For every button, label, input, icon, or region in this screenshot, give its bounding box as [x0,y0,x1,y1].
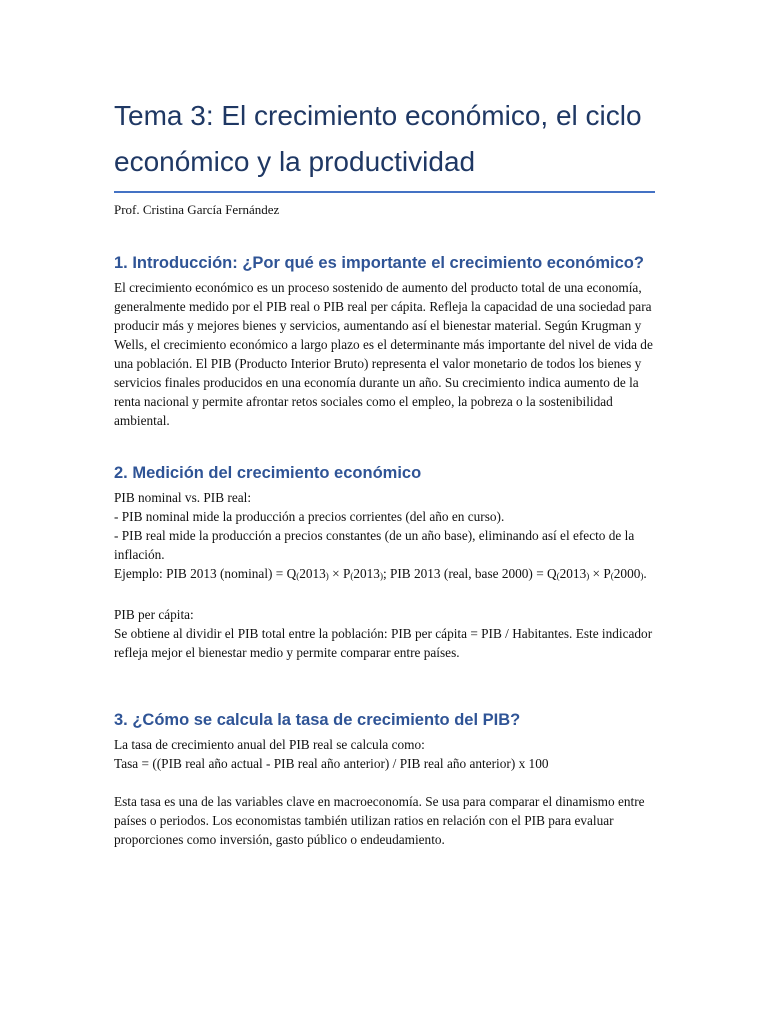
nominal-vs-real-label: PIB nominal vs. PIB real: [114,490,252,505]
document-title: Tema 3: El crecimiento económico, el ciclo económico y la productividad [114,93,655,193]
section-introduction [114,251,655,430]
growth-rate-intro: La tasa de crecimiento anual del PIB real se calcula como: [114,737,425,752]
section-measurement [114,461,655,662]
growth-rate-formula: Tasa = ((PIB real año actual - PIB real año anterior) / PIB real año anterior) x 100 [114,756,549,771]
percapita-text: Se obtiene al dividir el PIB total entre la población: PIB per cápita = PIB / Habitantes. Este indicador refleja mejor el bienestar medio y permite comparar entre países. [114,626,653,660]
section-paragraph: Esta tasa es una de las variables clave en macroeconomía. Se usa para comparar el dinamismo entre países o periodos. Los economistas también utilizan ratios en relación con el PIB para evaluar proporciones como inversión, gasto público o endeudamiento. [114,794,645,847]
real-definition: - PIB real mide la producción a precios constantes (de un año base), eliminando así el efecto de la inflación. [114,528,635,562]
section-growth-rate [114,708,655,849]
percapita-label: PIB per cápita: [114,607,194,622]
section-heading: 2. Medición del crecimiento económico [114,464,422,482]
section-heading: 1. Introducción: ¿Por qué es importante el crecimiento económico? [114,254,644,272]
nominal-definition: - PIB nominal mide la producción a precios corrientes (del año en curso). [114,509,505,524]
example-formula: Ejemplo: PIB 2013 (nominal) = $Q_(2013_) \times P_(2013_)$; PIB 2013 (real, base $2000) = Q_(2013_) \times P_(2000_)$. [114,566,647,581]
section-paragraph: El crecimiento económico es un proceso sostenido de aumento del producto total de una economía, generalmente medido por el PIB real o PIB real per cápita. Refleja la capacidad de una sociedad para producir más y mejores bienes y servicios, aumentando así el bienestar material. Según Krugman y Wells, el crecimiento económico a largo plazo es el determinante más importante del nivel de vida de una población. El PIB (Producto Interior Bruto) representa el valor monetario de todos los bienes y servicios finales producidos en una economía durante un año. Su crecimiento indica aumento de la renta nacional y permite afrontar retos sociales como el empleo, la pobreza o la sostenibilidad ambiental. [114,280,653,428]
section-heading: 3. ¿Cómo se calcula la tasa de crecimiento del PIB? [114,711,521,729]
author-line: Prof. Cristina García Fernández [114,202,280,217]
